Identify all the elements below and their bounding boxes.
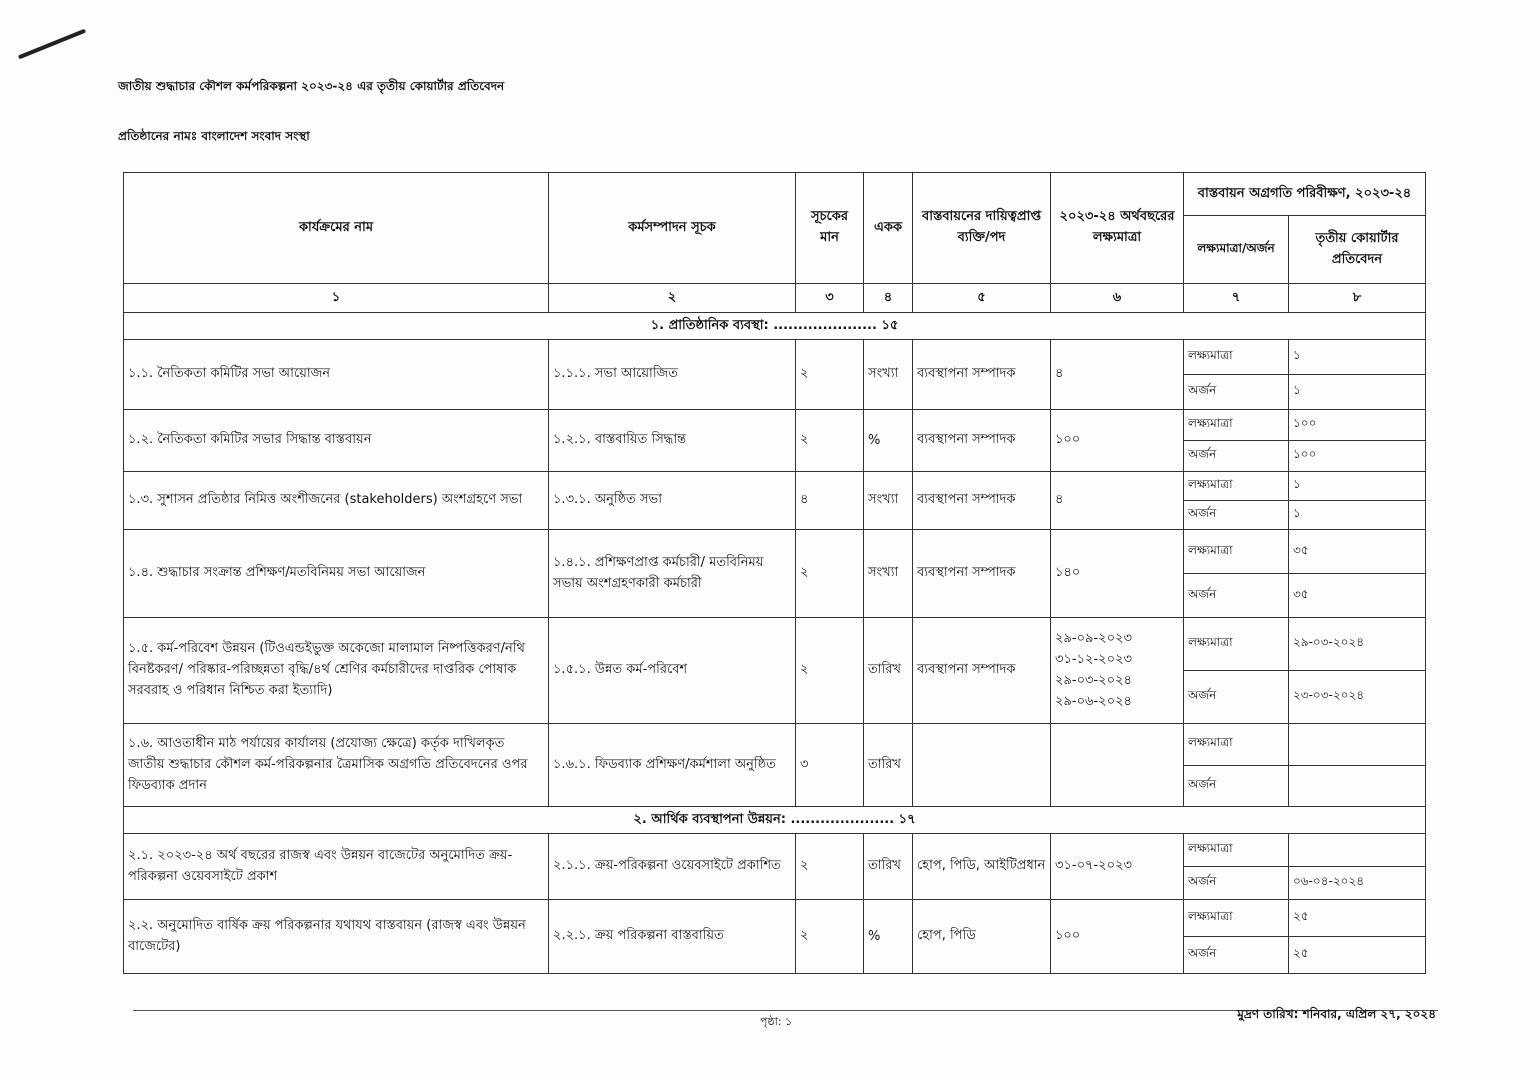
target-cell: ৪ [1051, 340, 1184, 410]
table-row [124, 724, 1426, 766]
header-indicator: কর্মসম্পাদন সূচক [549, 173, 796, 284]
column-number: ৫ [913, 284, 1051, 313]
column-number: ৩ [796, 284, 864, 313]
target-label: লক্ষ্যমাত্রা [1184, 410, 1289, 441]
table-row [124, 410, 1426, 441]
achievement-label: অর্জন [1184, 671, 1289, 724]
header-unit: একক [864, 173, 913, 284]
unit-cell: সংখ্যা [864, 472, 913, 530]
achievement-label: অর্জন [1184, 375, 1289, 410]
activity-cell: ১.৩. সুশাসন প্রতিষ্ঠার নিমিত্ত অংশীজনের (stakeholders) অংশগ্রহণে সভা [124, 472, 549, 530]
q3-achievement-value: ২৫ [1289, 937, 1426, 974]
achievement-label: অর্জন [1184, 867, 1289, 900]
table-row [124, 618, 1426, 671]
section-heading: ২. আর্থিক ব্যবস্থাপনা উন্নয়ন: ..................... ১৭ [124, 807, 1426, 834]
column-number: ১ [124, 284, 549, 313]
target-label: লক্ষ্যমাত্রা [1184, 834, 1289, 867]
responsible-cell: ব্যবস্থাপনা সম্পাদক [913, 340, 1051, 410]
q3-target-value [1289, 724, 1426, 766]
activity-cell: ২.২. অনুমোদিত বার্ষিক ক্রয় পরিকল্পনার যথাযথ বাস্তবায়ন (রাজস্ব এবং উন্নয়ন বাজেটের) [124, 900, 549, 974]
unit-cell: তারিখ [864, 724, 913, 807]
table-row [124, 834, 1426, 867]
header-activity: কার্যক্রমের নাম [124, 173, 549, 284]
print-date: মুদ্রণ তারিখ: শনিবার, এপ্রিল ২৭, ২০২৪ [1237, 1007, 1436, 1021]
target-label: লক্ষ্যমাত্রা [1184, 900, 1289, 937]
organization-name: প্রতিষ্ঠানের নামঃ বাংলাদেশ সংবাদ সংস্থা [118, 129, 310, 143]
section-row [124, 807, 1426, 834]
activity-cell: ১.১. নৈতিকতা কমিটির সভা আয়োজন [124, 340, 549, 410]
responsible-cell: ব্যবস্থাপনা সম্পাদক [913, 530, 1051, 618]
responsible-cell: ব্যবস্থাপনা সম্পাদক [913, 618, 1051, 724]
indicator-cell: ১.১.১. সভা আয়োজিত [549, 340, 796, 410]
section-heading: ১. প্রাতিষ্ঠানিক ব্যবস্থা: ..................... ১৫ [124, 313, 1426, 340]
q3-achievement-value: ৩৫ [1289, 574, 1426, 618]
pen-mark [18, 29, 86, 60]
header-responsible: বাস্তবায়নের দায়িত্বপ্রাপ্ত ব্যক্তি/পদ [913, 173, 1051, 284]
table-row [124, 340, 1426, 375]
activity-cell: ১.৬. আওতাধীন মাঠ পর্যায়ের কার্যালয় (প্রযোজ্য ক্ষেত্রে) কর্তৃক দাখিলকৃত জাতীয় শুদ্ধাচার কৌশল কর্ম-পরিকল্পনার ত্রৈমাসিক অগ্রগতি প্রতিবেদনের ওপর ফিডব্যাক প্রদান [124, 724, 549, 807]
target-cell: ৩১-০৭-২০২৩ [1051, 834, 1184, 900]
value-cell: ৪ [796, 472, 864, 530]
responsible-cell: হোপ, পিডি, আইটিপ্রধান [913, 834, 1051, 900]
activity-cell: ১.৫. কর্ম-পরিবেশ উন্নয়ন (টিওএন্ডইভুক্ত অকেজো মালামাল নিষ্পত্তিকরণ/নথি বিনষ্টকরণ/ পরিষ্কার-পরিচ্ছন্নতা বৃদ্ধি/৪র্থ শ্রেণির কর্মচারীদের দাপ্তরিক পোষাক সরবরাহ ও পরিধান নিশ্চিত করা ইত্যাদি) [124, 618, 549, 724]
achievement-label: অর্জন [1184, 574, 1289, 618]
target-cell: ১০০ [1051, 900, 1184, 974]
q3-target-value [1289, 834, 1426, 867]
activity-cell: ২.১. ২০২৩-২৪ অর্থ বছরের রাজস্ব এবং উন্নয়ন বাজেটের অনুমোদিত ক্রয়-পরিকল্পনা ওয়েবসাইটে প্রকাশ [124, 834, 549, 900]
q3-target-value: ২৫ [1289, 900, 1426, 937]
action-plan-table [123, 172, 1426, 974]
achievement-label: অর্জন [1184, 501, 1289, 530]
section-row [124, 313, 1426, 340]
value-cell: ২ [796, 340, 864, 410]
unit-cell: সংখ্যা [864, 340, 913, 410]
q3-achievement-value [1289, 765, 1426, 807]
target-label: লক্ষ্যমাত্রা [1184, 724, 1289, 766]
q3-achievement-value: ২৩-০৩-২০২৪ [1289, 671, 1426, 724]
activity-cell: ১.৪. শুদ্ধাচার সংক্রান্ত প্রশিক্ষণ/মতবিনিময় সভা আয়োজন [124, 530, 549, 618]
table-row [124, 472, 1426, 501]
q3-achievement-value: ১০০ [1289, 441, 1426, 472]
target-label: লক্ষ্যমাত্রা [1184, 472, 1289, 501]
value-cell: ২ [796, 618, 864, 724]
q3-target-value: ১ [1289, 472, 1426, 501]
value-cell: ২ [796, 900, 864, 974]
value-cell: ২ [796, 410, 864, 472]
document-title: জাতীয় শুদ্ধাচার কৌশল কর্মপরিকল্পনা ২০২৩-২৪ এর তৃতীয় কোয়ার্টার প্রতিবেদন [118, 79, 505, 93]
column-number: ২ [549, 284, 796, 313]
indicator-cell: ১.৩.১. অনুষ্ঠিত সভা [549, 472, 796, 530]
header-q3-report: তৃতীয় কোয়ার্টার প্রতিবেদন [1289, 216, 1426, 284]
target-label: লক্ষ্যমাত্রা [1184, 530, 1289, 574]
target-cell [1051, 724, 1184, 807]
target-cell: ২৯-০৯-২০২৩ ৩১-১২-২০২৩ ২৯-০৩-২০২৪ ২৯-০৬-২০২৪ [1051, 618, 1184, 724]
column-number: ৭ [1184, 284, 1289, 313]
achievement-label: অর্জন [1184, 765, 1289, 807]
value-cell: ৩ [796, 724, 864, 807]
unit-cell: সংখ্যা [864, 530, 913, 618]
target-label: লক্ষ্যমাত্রা [1184, 618, 1289, 671]
column-number: ৮ [1289, 284, 1426, 313]
achievement-label: অর্জন [1184, 937, 1289, 974]
responsible-cell: ব্যবস্থাপনা সম্পাদক [913, 410, 1051, 472]
table-row [124, 900, 1426, 937]
column-number: ৪ [864, 284, 913, 313]
column-number: ৬ [1051, 284, 1184, 313]
value-cell: ২ [796, 530, 864, 618]
responsible-cell: হোপ, পিডি [913, 900, 1051, 974]
q3-achievement-value: ০৬-০৪-২০২৪ [1289, 867, 1426, 900]
indicator-cell: ২.১.১. ক্রয়-পরিকল্পনা ওয়েবসাইটে প্রকাশিত [549, 834, 796, 900]
q3-target-value: ১ [1289, 340, 1426, 375]
q3-achievement-value: ১ [1289, 375, 1426, 410]
indicator-cell: ১.৪.১. প্রশিক্ষণপ্রাপ্ত কর্মচারী/ মতবিনিময় সভায় অংশগ্রহণকারী কর্মচারী [549, 530, 796, 618]
indicator-cell: ১.৫.১. উন্নত কর্ম-পরিবেশ [549, 618, 796, 724]
q3-target-value: ১০০ [1289, 410, 1426, 441]
indicator-cell: ১.২.১. বাস্তবায়িত সিদ্ধান্ত [549, 410, 796, 472]
responsible-cell [913, 724, 1051, 807]
header-monitoring: বাস্তবায়ন অগ্রগতি পরিবীক্ষণ, ২০২৩-২৪ [1184, 173, 1426, 216]
target-cell: ৪ [1051, 472, 1184, 530]
page-number: পৃষ্ঠা: ১ [760, 1015, 793, 1028]
value-cell: ২ [796, 834, 864, 900]
unit-cell: % [864, 900, 913, 974]
column-number-row [124, 284, 1426, 313]
target-label: লক্ষ্যমাত্রা [1184, 340, 1289, 375]
indicator-cell: ১.৬.১. ফিডব্যাক প্রশিক্ষণ/কর্মশালা অনুষ্ঠিত [549, 724, 796, 807]
header-target-achievement: লক্ষ্যমাত্রা/অর্জন [1184, 216, 1289, 284]
unit-cell: % [864, 410, 913, 472]
q3-target-value: ৩৫ [1289, 530, 1426, 574]
achievement-label: অর্জন [1184, 441, 1289, 472]
header-target: ২০২৩-২৪ অর্থবছরের লক্ষ্যমাত্রা [1051, 173, 1184, 284]
indicator-cell: ২.২.১. ক্রয় পরিকল্পনা বাস্তবায়িত [549, 900, 796, 974]
q3-target-value: ২৯-০৩-২০২৪ [1289, 618, 1426, 671]
q3-achievement-value: ১ [1289, 501, 1426, 530]
table-row [124, 530, 1426, 574]
target-cell: ১০০ [1051, 410, 1184, 472]
unit-cell: তারিখ [864, 618, 913, 724]
header-value: সূচকের মান [796, 173, 864, 284]
unit-cell: তারিখ [864, 834, 913, 900]
responsible-cell: ব্যবস্থাপনা সম্পাদক [913, 472, 1051, 530]
target-cell: ১৪০ [1051, 530, 1184, 618]
activity-cell: ১.২. নৈতিকতা কমিটির সভার সিদ্ধান্ত বাস্তবায়ন [124, 410, 549, 472]
